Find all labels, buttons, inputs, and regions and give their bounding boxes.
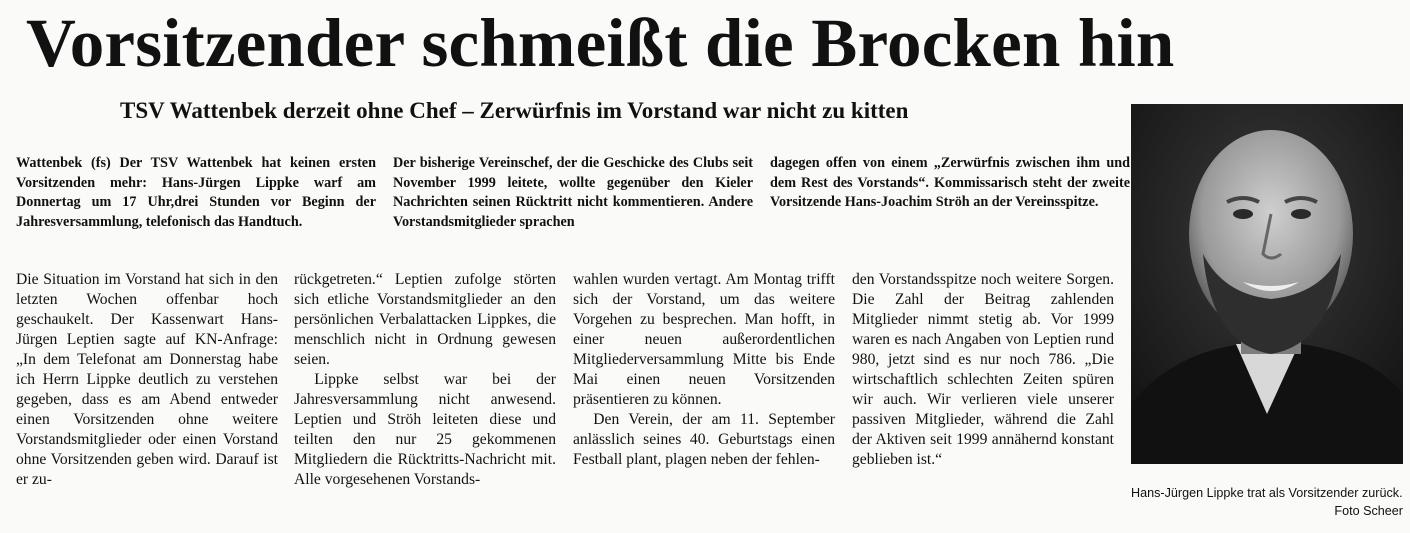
lead-column-2: Der bisherige Vereinschef, der die Geschicke des Clubs seit November 1999 leitete, wollte gegenüber den Kieler Nachrichten seinen Rücktritt nicht kommentieren. Andere Vorstandsmitglieder sprachen: [393, 155, 753, 230]
lead-column-1: Wattenbek (fs) Der TSV Wattenbek hat keinen ersten Vorsitzenden mehr: Hans-Jürgen Lippke warf am Donnertag um 17 Uhr,drei Stunden vor Beginn der Jahresversammlung, telefonisch das Handtuch.: [16, 155, 376, 230]
portrait-image: [1131, 104, 1403, 464]
body-column-3: [573, 270, 835, 470]
body-column-1: [16, 270, 278, 490]
body-paragraph: Die Situation im Vorstand hat sich in den letzten Wochen offenbar hoch geschaukelt. Der Kassenwart Hans-Jürgen Leptien sagte auf KN-Anfrage: „In dem Telefonat am Donnerstag habe ich Herrn Lippke deutlich zu verstehen gegeben, dass es am Abend entweder einen Vorsitzenden ohne weitere Vorstandsmitglieder oder einen Vorstand ohne Vorsitzenden geben wird. Darauf ist er zu-: [16, 271, 278, 488]
body-paragraph: Den Verein, der am 11. September anlässlich seines 40. Geburtstags einen Festball plant, plagen neben der fehlen-: [573, 411, 835, 468]
body-paragraph: wahlen wurden vertagt. Am Montag trifft sich der Vorstand, um das weitere Vorgehen zu besprechen. Man hofft, in einer neuen außerordentlichen Mitgliederversammlung Mitte bis Ende Mai einen neuen Vorsitzenden präsentieren zu können.: [573, 271, 835, 408]
lead-column-3: dagegen offen von einem „Zerwürfnis zwischen ihm und dem Rest des Vorstands“. Kommissarisch steht der zweite Vorsitzende Hans-Joachim Ströh an der Vereinsspitze.: [770, 155, 1130, 211]
subheadline: TSV Wattenbek derzeit ohne Chef – Zerwürfnis im Vorstand war nicht zu kitten: [120, 98, 909, 123]
caption-text: Hans-Jürgen Lippke trat als Vorsitzender zurück.: [1131, 486, 1403, 500]
photo-caption: [1131, 484, 1403, 520]
headline: Vorsitzender schmeißt die Brocken hin: [26, 5, 1175, 81]
body-paragraph: Lippke selbst war bei der Jahresversammlung nicht anwesend. Leptien und Ströh leiteten diese und teilten den nur 25 gekommenen Mitgliedern die Rücktritts-Nachricht mit. Alle vorgesehenen Vorstands-: [294, 371, 556, 488]
body-column-2: [294, 270, 556, 490]
body-paragraph: rückgetreten.“ Leptien zufolge störten sich etliche Vorstandsmitglieder an den persönlichen Verbalattacken Lippkes, die menschlich nicht in Ordnung gewesen seien.: [294, 271, 556, 368]
portrait-photo: [1131, 104, 1403, 464]
body-paragraph: den Vorstandsspitze noch weitere Sorgen. Die Zahl der Beitrag zahlenden Mitglieder nimmt stetig ab. Vor 1999 waren es nach Angaben von Leptien rund 980, jetzt sind es nur noch 786. „Die wirtschaftlich schlechten Zeiten spüren wir auch. Wir verlieren viele unserer passiven Mitglieder, während die Zahl der Aktiven seit 1999 annähernd konstant geblieben ist.“: [852, 271, 1114, 468]
body-column-4: [852, 270, 1114, 470]
photo-credit: Foto Scheer: [1334, 504, 1403, 518]
